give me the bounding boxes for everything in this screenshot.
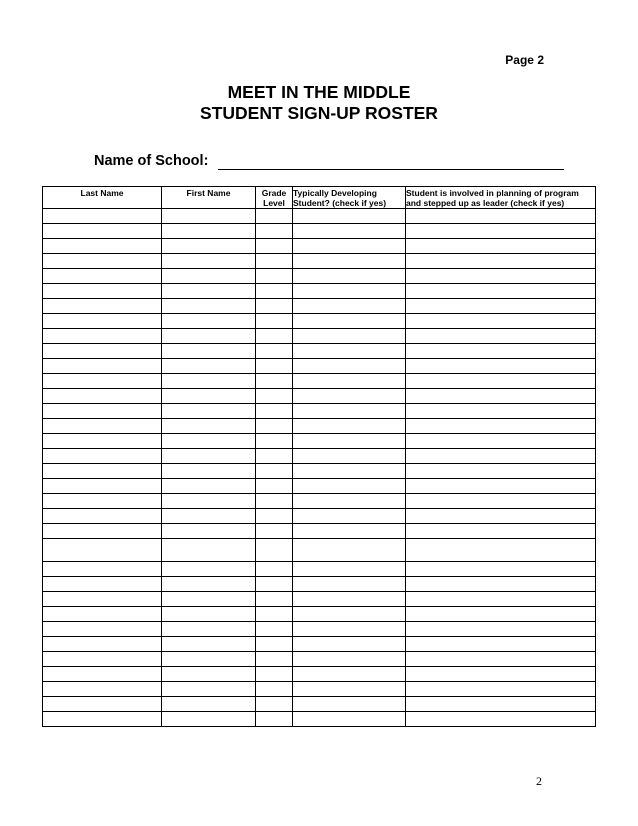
student-leader-cell[interactable] <box>406 479 596 494</box>
grade-level-cell[interactable] <box>256 539 293 562</box>
last-name-cell[interactable] <box>43 464 162 479</box>
table-row <box>43 667 596 682</box>
last-name-cell[interactable] <box>43 637 162 652</box>
student-leader-cell[interactable] <box>406 284 596 299</box>
typically-developing-cell[interactable] <box>293 284 406 299</box>
typically-developing-cell[interactable] <box>293 299 406 314</box>
table-row <box>43 404 596 419</box>
grade-level-cell[interactable] <box>256 509 293 524</box>
document-title <box>0 82 638 124</box>
table-row <box>43 539 596 562</box>
last-name-cell[interactable] <box>43 539 162 562</box>
last-name-cell[interactable] <box>43 682 162 697</box>
grade-level-cell[interactable] <box>256 299 293 314</box>
last-name-cell[interactable] <box>43 607 162 622</box>
grade-level-cell[interactable] <box>256 359 293 374</box>
table-row <box>43 434 596 449</box>
title-line-2: STUDENT SIGN-UP ROSTER <box>200 103 438 123</box>
typically-developing-cell[interactable] <box>293 479 406 494</box>
table-row <box>43 592 596 607</box>
first-name-cell[interactable] <box>162 524 256 539</box>
title-line-1: MEET IN THE MIDDLE <box>227 82 411 102</box>
student-leader-cell[interactable] <box>406 239 596 254</box>
first-name-cell[interactable] <box>162 419 256 434</box>
first-name-cell[interactable] <box>162 509 256 524</box>
student-leader-cell[interactable] <box>406 524 596 539</box>
first-name-cell[interactable] <box>162 667 256 682</box>
last-name-cell[interactable] <box>43 622 162 637</box>
last-name-cell[interactable] <box>43 254 162 269</box>
typically-developing-cell[interactable] <box>293 464 406 479</box>
table-row <box>43 419 596 434</box>
grade-level-cell[interactable] <box>256 374 293 389</box>
student-leader-cell[interactable] <box>406 577 596 592</box>
grade-level-cell[interactable] <box>256 404 293 419</box>
last-name-cell[interactable] <box>43 239 162 254</box>
last-name-cell[interactable] <box>43 652 162 667</box>
typically-developing-cell[interactable] <box>293 209 406 224</box>
last-name-cell[interactable] <box>43 374 162 389</box>
typically-developing-cell[interactable] <box>293 329 406 344</box>
first-name-cell[interactable] <box>162 299 256 314</box>
roster-body <box>43 209 596 727</box>
typically-developing-cell[interactable] <box>293 314 406 329</box>
typically-developing-cell[interactable] <box>293 449 406 464</box>
table-row <box>43 524 596 539</box>
typically-developing-cell[interactable] <box>293 667 406 682</box>
student-leader-cell[interactable] <box>406 299 596 314</box>
first-name-cell[interactable] <box>162 577 256 592</box>
last-name-cell[interactable] <box>43 314 162 329</box>
typically-developing-cell[interactable] <box>293 697 406 712</box>
table-row <box>43 449 596 464</box>
first-name-cell[interactable] <box>162 284 256 299</box>
roster-table <box>42 186 596 727</box>
first-name-cell[interactable] <box>162 607 256 622</box>
typically-developing-cell[interactable] <box>293 254 406 269</box>
student-leader-cell[interactable] <box>406 449 596 464</box>
last-name-cell[interactable] <box>43 509 162 524</box>
typically-developing-cell[interactable] <box>293 359 406 374</box>
typically-developing-cell[interactable] <box>293 344 406 359</box>
school-name-row <box>94 153 564 173</box>
last-name-cell[interactable] <box>43 667 162 682</box>
grade-level-cell[interactable] <box>256 419 293 434</box>
student-leader-cell[interactable] <box>406 404 596 419</box>
last-name-cell[interactable] <box>43 359 162 374</box>
grade-level-cell[interactable] <box>256 254 293 269</box>
table-row <box>43 239 596 254</box>
first-name-cell[interactable] <box>162 449 256 464</box>
student-leader-cell[interactable] <box>406 509 596 524</box>
table-row <box>43 299 596 314</box>
grade-level-cell[interactable] <box>256 652 293 667</box>
school-name-label: Name of School: <box>94 153 209 169</box>
table-row <box>43 712 596 727</box>
student-leader-cell[interactable] <box>406 622 596 637</box>
grade-level-cell[interactable] <box>256 449 293 464</box>
first-name-cell[interactable] <box>162 254 256 269</box>
student-leader-cell[interactable] <box>406 344 596 359</box>
grade-level-cell[interactable] <box>256 592 293 607</box>
table-row <box>43 577 596 592</box>
last-name-cell[interactable] <box>43 434 162 449</box>
table-row <box>43 209 596 224</box>
student-leader-cell[interactable] <box>406 269 596 284</box>
grade-level-cell[interactable] <box>256 577 293 592</box>
grade-level-cell[interactable] <box>256 344 293 359</box>
grade-level-cell[interactable] <box>256 239 293 254</box>
table-row <box>43 284 596 299</box>
first-name-cell[interactable] <box>162 329 256 344</box>
first-name-cell[interactable] <box>162 374 256 389</box>
first-name-cell[interactable] <box>162 404 256 419</box>
student-leader-cell[interactable] <box>406 314 596 329</box>
table-row <box>43 622 596 637</box>
typically-developing-cell[interactable] <box>293 434 406 449</box>
first-name-cell[interactable] <box>162 539 256 562</box>
table-row <box>43 464 596 479</box>
typically-developing-cell[interactable] <box>293 622 406 637</box>
typically-developing-cell[interactable] <box>293 524 406 539</box>
grade-level-cell[interactable] <box>256 314 293 329</box>
last-name-cell[interactable] <box>43 269 162 284</box>
grade-level-cell[interactable] <box>256 712 293 727</box>
student-leader-cell[interactable] <box>406 329 596 344</box>
grade-level-cell[interactable] <box>256 682 293 697</box>
table-row <box>43 329 596 344</box>
first-name-cell[interactable] <box>162 592 256 607</box>
first-name-cell[interactable] <box>162 637 256 652</box>
grade-level-cell[interactable] <box>256 434 293 449</box>
grade-level-cell[interactable] <box>256 389 293 404</box>
grade-level-cell[interactable] <box>256 269 293 284</box>
table-row <box>43 479 596 494</box>
first-name-cell[interactable] <box>162 434 256 449</box>
last-name-cell[interactable] <box>43 404 162 419</box>
student-leader-cell[interactable] <box>406 539 596 562</box>
first-name-cell[interactable] <box>162 712 256 727</box>
student-leader-cell[interactable] <box>406 712 596 727</box>
table-row <box>43 314 596 329</box>
first-name-cell[interactable] <box>162 652 256 667</box>
last-name-cell[interactable] <box>43 479 162 494</box>
last-name-cell[interactable] <box>43 577 162 592</box>
student-leader-cell[interactable] <box>406 254 596 269</box>
grade-level-cell[interactable] <box>256 464 293 479</box>
table-row <box>43 637 596 652</box>
table-row <box>43 269 596 284</box>
first-name-cell[interactable] <box>162 697 256 712</box>
typically-developing-cell[interactable] <box>293 562 406 577</box>
grade-level-cell[interactable] <box>256 622 293 637</box>
last-name-cell[interactable] <box>43 224 162 239</box>
last-name-cell[interactable] <box>43 344 162 359</box>
table-row <box>43 374 596 389</box>
typically-developing-cell[interactable] <box>293 682 406 697</box>
grade-level-cell[interactable] <box>256 697 293 712</box>
column-header-typically-developing: Typically Developing Student? (check if yes) <box>293 187 406 209</box>
school-name-field[interactable] <box>218 169 564 170</box>
first-name-cell[interactable] <box>162 479 256 494</box>
table-row <box>43 494 596 509</box>
last-name-cell[interactable] <box>43 284 162 299</box>
typically-developing-cell[interactable] <box>293 389 406 404</box>
student-leader-cell[interactable] <box>406 682 596 697</box>
column-header-grade-level: Grade Level <box>256 187 293 209</box>
typically-developing-cell[interactable] <box>293 652 406 667</box>
student-leader-cell[interactable] <box>406 592 596 607</box>
table-row <box>43 652 596 667</box>
last-name-cell[interactable] <box>43 712 162 727</box>
table-row <box>43 509 596 524</box>
student-leader-cell[interactable] <box>406 374 596 389</box>
student-leader-cell[interactable] <box>406 607 596 622</box>
student-leader-cell[interactable] <box>406 562 596 577</box>
last-name-cell[interactable] <box>43 449 162 464</box>
first-name-cell[interactable] <box>162 269 256 284</box>
student-leader-cell[interactable] <box>406 697 596 712</box>
column-header-first-name: First Name <box>162 187 256 209</box>
student-leader-cell[interactable] <box>406 637 596 652</box>
first-name-cell[interactable] <box>162 494 256 509</box>
grade-level-cell[interactable] <box>256 562 293 577</box>
first-name-cell[interactable] <box>162 562 256 577</box>
typically-developing-cell[interactable] <box>293 509 406 524</box>
typically-developing-cell[interactable] <box>293 607 406 622</box>
first-name-cell[interactable] <box>162 389 256 404</box>
typically-developing-cell[interactable] <box>293 419 406 434</box>
typically-developing-cell[interactable] <box>293 224 406 239</box>
grade-level-cell[interactable] <box>256 329 293 344</box>
first-name-cell[interactable] <box>162 344 256 359</box>
first-name-cell[interactable] <box>162 464 256 479</box>
typically-developing-cell[interactable] <box>293 239 406 254</box>
roster-header-row <box>43 187 596 209</box>
page-number: 2 <box>536 774 542 788</box>
student-leader-cell[interactable] <box>406 434 596 449</box>
grade-level-cell[interactable] <box>256 667 293 682</box>
last-name-cell[interactable] <box>43 592 162 607</box>
first-name-cell[interactable] <box>162 239 256 254</box>
student-leader-cell[interactable] <box>406 494 596 509</box>
student-leader-cell[interactable] <box>406 224 596 239</box>
grade-level-cell[interactable] <box>256 224 293 239</box>
grade-level-cell[interactable] <box>256 637 293 652</box>
first-name-cell[interactable] <box>162 209 256 224</box>
grade-level-cell[interactable] <box>256 209 293 224</box>
last-name-cell[interactable] <box>43 389 162 404</box>
student-leader-cell[interactable] <box>406 419 596 434</box>
typically-developing-cell[interactable] <box>293 374 406 389</box>
typically-developing-cell[interactable] <box>293 404 406 419</box>
typically-developing-cell[interactable] <box>293 539 406 562</box>
grade-level-cell[interactable] <box>256 284 293 299</box>
student-leader-cell[interactable] <box>406 652 596 667</box>
last-name-cell[interactable] <box>43 494 162 509</box>
last-name-cell[interactable] <box>43 524 162 539</box>
last-name-cell[interactable] <box>43 562 162 577</box>
column-header-last-name: Last Name <box>43 187 162 209</box>
last-name-cell[interactable] <box>43 209 162 224</box>
first-name-cell[interactable] <box>162 682 256 697</box>
student-leader-cell[interactable] <box>406 667 596 682</box>
page-label: Page 2 <box>505 53 544 67</box>
table-row <box>43 254 596 269</box>
last-name-cell[interactable] <box>43 329 162 344</box>
typically-developing-cell[interactable] <box>293 577 406 592</box>
table-row <box>43 344 596 359</box>
student-leader-cell[interactable] <box>406 464 596 479</box>
grade-level-cell[interactable] <box>256 607 293 622</box>
table-row <box>43 607 596 622</box>
typically-developing-cell[interactable] <box>293 494 406 509</box>
table-row <box>43 359 596 374</box>
first-name-cell[interactable] <box>162 224 256 239</box>
typically-developing-cell[interactable] <box>293 637 406 652</box>
grade-level-cell[interactable] <box>256 479 293 494</box>
first-name-cell[interactable] <box>162 359 256 374</box>
table-row <box>43 682 596 697</box>
student-leader-cell[interactable] <box>406 209 596 224</box>
typically-developing-cell[interactable] <box>293 712 406 727</box>
typically-developing-cell[interactable] <box>293 592 406 607</box>
table-row <box>43 697 596 712</box>
student-leader-cell[interactable] <box>406 389 596 404</box>
student-leader-cell[interactable] <box>406 359 596 374</box>
table-row <box>43 389 596 404</box>
first-name-cell[interactable] <box>162 314 256 329</box>
typically-developing-cell[interactable] <box>293 269 406 284</box>
column-header-student-leader: Student is involved in planning of program and stepped up as leader (check if yes) <box>406 187 596 209</box>
last-name-cell[interactable] <box>43 299 162 314</box>
grade-level-cell[interactable] <box>256 524 293 539</box>
table-row <box>43 562 596 577</box>
grade-level-cell[interactable] <box>256 494 293 509</box>
last-name-cell[interactable] <box>43 419 162 434</box>
last-name-cell[interactable] <box>43 697 162 712</box>
table-row <box>43 224 596 239</box>
first-name-cell[interactable] <box>162 622 256 637</box>
